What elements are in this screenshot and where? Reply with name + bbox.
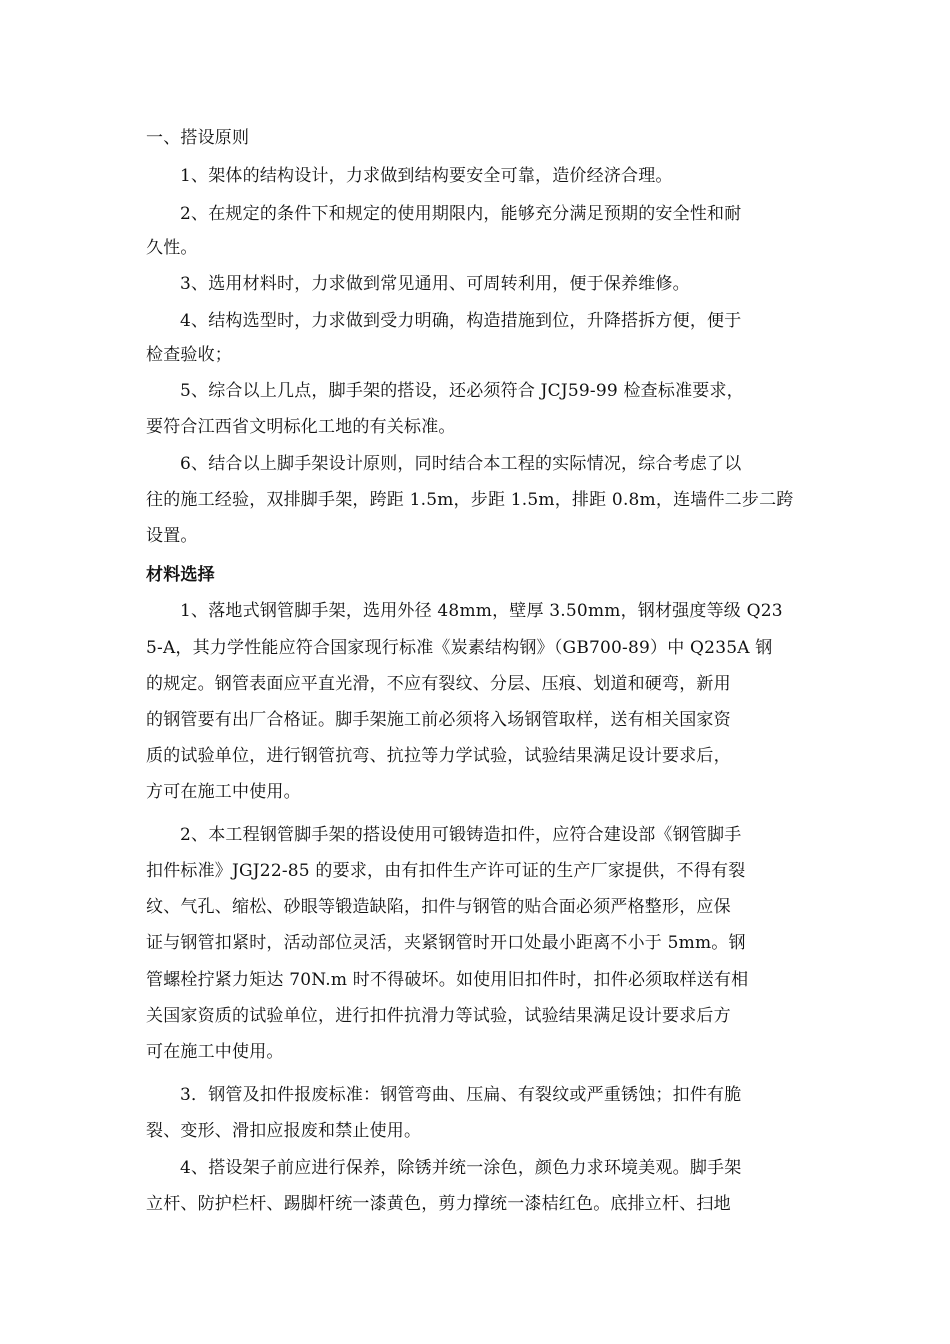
paragraph-line: 4、搭设架子前应进行保养，除锈并统一涂色，颜色力求环境美观。脚手架 bbox=[180, 1158, 742, 1178]
paragraph-line: 4、结构选型时，力求做到受力明确，构造措施到位，升降搭拆方便，便于 bbox=[180, 311, 742, 331]
paragraph-line: 1、架体的结构设计，力求做到结构要安全可靠，造价经济合理。 bbox=[180, 166, 673, 186]
paragraph-line: 5-A，其力学性能应符合国家现行标准《炭素结构钢》（GB700-89）中 Q235A 钢 bbox=[146, 638, 773, 658]
paragraph-line: 裂、变形、滑扣应报废和禁止使用。 bbox=[146, 1121, 422, 1141]
paragraph-line: 2、在规定的条件下和规定的使用期限内，能够充分满足预期的安全性和耐 bbox=[180, 204, 742, 224]
section-heading-materials: 材料选择 bbox=[146, 565, 215, 585]
paragraph-line: 扣件标准》JGJ22-85 的要求，由有扣件生产许可证的生产厂家提供，不得有裂 bbox=[146, 861, 746, 881]
paragraph-line: 6、结合以上脚手架设计原则，同时结合本工程的实际情况，综合考虑了以 bbox=[180, 454, 742, 474]
paragraph-line: 1、落地式钢管脚手架，选用外径 48mm，壁厚 3.50mm，钢材强度等级 Q23 bbox=[180, 601, 783, 621]
paragraph-line: 往的施工经验，双排脚手架，跨距 1.5m，步距 1.5m，排距 0.8m，连墙件二步二跨 bbox=[146, 490, 794, 510]
paragraph-line: 关国家资质的试验单位，进行扣件抗滑力等试验，试验结果满足设计要求后方 bbox=[146, 1006, 731, 1026]
paragraph-line: 设置。 bbox=[146, 526, 198, 546]
paragraph-line: 久性。 bbox=[146, 238, 198, 258]
paragraph-line: 2、本工程钢管脚手架的搭设使用可锻铸造扣件，应符合建设部《钢管脚手 bbox=[180, 825, 742, 845]
paragraph-line: 质的试验单位，进行钢管抗弯、抗拉等力学试验，试验结果满足设计要求后， bbox=[146, 746, 731, 766]
paragraph-line: 方可在施工中使用。 bbox=[146, 782, 301, 802]
paragraph-line: 检查验收； bbox=[146, 345, 232, 365]
paragraph-line: 可在施工中使用。 bbox=[146, 1042, 284, 1062]
paragraph-line: 要符合江西省文明标化工地的有关标准。 bbox=[146, 417, 456, 437]
paragraph-line: 管螺栓拧紧力矩达 70N.m 时不得破坏。如使用旧扣件时，扣件必须取样送有相 bbox=[146, 970, 749, 990]
paragraph-line: 3．钢管及扣件报废标准：钢管弯曲、压扁、有裂纹或严重锈蚀；扣件有脆 bbox=[180, 1085, 742, 1105]
paragraph-line: 5、综合以上几点，脚手架的搭设，还必须符合 JCJ59-99 检查标准要求， bbox=[180, 381, 744, 401]
paragraph-line: 3、选用材料时，力求做到常见通用、可周转利用，便于保养维修。 bbox=[180, 274, 690, 294]
paragraph-line: 的规定。钢管表面应平直光滑，不应有裂纹、分层、压痕、划道和硬弯，新用 bbox=[146, 674, 731, 694]
paragraph-line: 纹、气孔、缩松、砂眼等锻造缺陷，扣件与钢管的贴合面必须严格整形，应保 bbox=[146, 897, 731, 917]
section-heading-principles: 一、搭设原则 bbox=[146, 128, 250, 148]
paragraph-line: 立杆、防护栏杆、踢脚杆统一漆黄色，剪力撑统一漆桔红色。底排立杆、扫地 bbox=[146, 1194, 731, 1214]
paragraph-line: 的钢管要有出厂合格证。脚手架施工前必须将入场钢管取样，送有相关国家资 bbox=[146, 710, 731, 730]
paragraph-line: 证与钢管扣紧时，活动部位灵活，夹紧钢管时开口处最小距离不小于 5mm。钢 bbox=[146, 933, 746, 953]
